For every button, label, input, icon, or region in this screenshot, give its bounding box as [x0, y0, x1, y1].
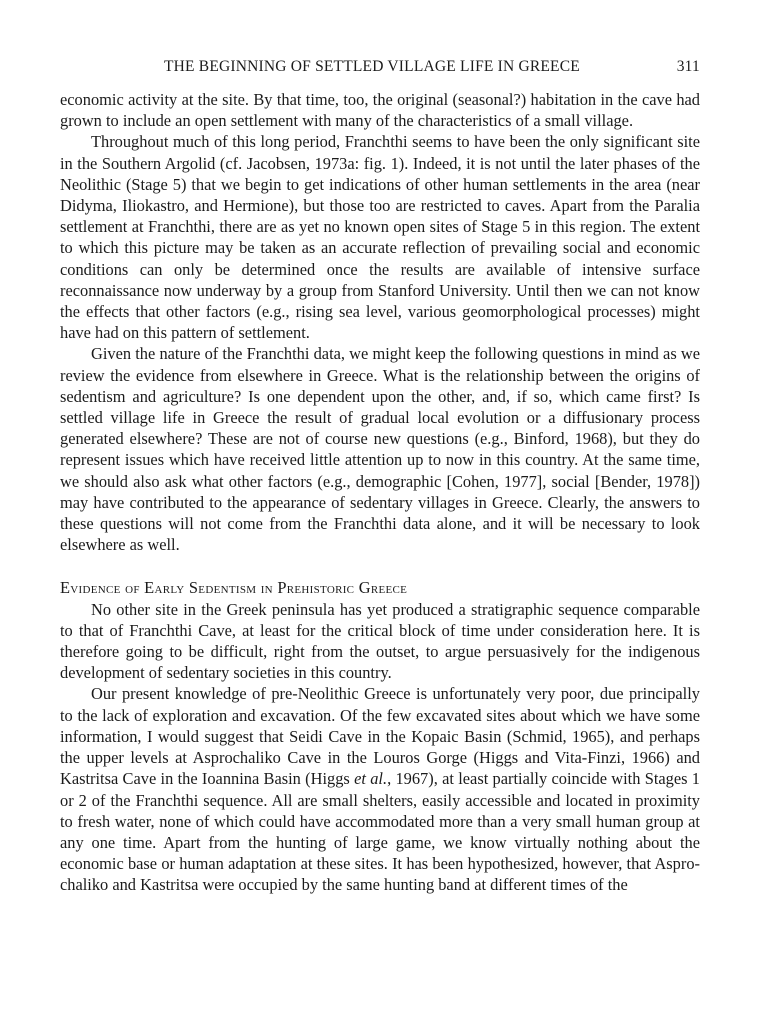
- section-heading: Evidence of Early Sedentism in Prehistoric Greece: [60, 578, 408, 598]
- running-head: [60, 52, 700, 80]
- paragraph-text-part: , 1967), at least partially coincide with Stages 1 or 2 of the Franchthi sequence. All are small shelters, easily accessible and located in proximity to fresh water, none of which could have accommodated more than a very small human group at any one time. Apart from the hunting of large game, we know virtually nothing about the economic base or human adaptation at these sites. It has been hypothesized, however, that Asprochaliko and Kastritsa were occupied by the same hunting band at different times of the: [60, 769, 701, 895]
- paragraph-text-part: Our present knowledge of pre-Neolithic Greece is unfortunately very poor, due principally to the lack of exploration and excavation. Of the few excavated sites about which we have some information, I would suggest that Seidi Cave in the Kopaic Basin (Schmid, 1965), and perhaps the upper levels at Asprochaliko Cave in the Louros Gorge (Higgs and Vita-Finzi, 1966) and Kastritsa Cave in the Ioannina Basin (Higgs: [60, 684, 700, 789]
- paragraph-pre-neolithic-greece: [60, 683, 700, 895]
- document-page: [60, 52, 700, 896]
- page-number: 311: [676, 58, 700, 75]
- running-head-title: THE BEGINNING OF SETTLED VILLAGE LIFE IN GREECE: [164, 58, 580, 75]
- paragraph-continued: economic activity at the site. By that time, too, the original (seasonal?) habitation in the cave had grown to include an open settlement with many of the characteristics of a small village.: [60, 90, 700, 131]
- paragraph-franchthi-settlement: Throughout much of this long period, Franchthi seems to have been the only significant site in the Southern Argolid (cf. Jacobsen, 1973a: fig. 1). Indeed, it is not until the later phases of the Neolithic (Stage 5) that we begin to get indications of other human settlements in the area (near Didyma, Iliokastro, and Hermione), but those too are restricted to caves. Apart from the Paralia settlement at Franchthi, there are as yet no known open sites of Stage 5 in this region. The extent to which this picture may be taken as an accurate reflection of prevailing social and economic conditions can only be determined once the results are available of intensive surface reconnaissance now underway by a group from Stanford University. Until then we can not know the effects that other factors (e.g., rising sea level, various geomorphological processes) might have had on this pattern of settlement.: [60, 132, 700, 343]
- citation-et-al: et al.: [354, 769, 388, 789]
- paragraph-stratigraphic-sequence: No other site in the Greek peninsula has yet produced a stratigraphic sequence comparable to that of Franchthi Cave, at least for the critical block of time under consideration here. It is therefore going to be difficult, right from the outset, to argue persuasively for the indigenous development of sedentary societies in this country.: [60, 599, 700, 683]
- paragraph-research-questions: Given the nature of the Franchthi data, we might keep the following questions in mind as we review the evidence from elsewhere in Greece. What is the relationship between the origins of sedentism and agriculture? Is one dependent upon the other, and, if so, which came first? Is settled village life in Greece the result of gradual local evolution or a diffusionary process generated elsewhere? These are not of course new questions (e.g., Binford, 1968), but they do represent issues which have received little attention up to now in this country. At the same time, we should also ask what other factors (e.g., demographic [Cohen, 1977], social [Bender, 1978]) may have contributed to the appearance of sedentary villages in Greece. Clearly, the answers to these questions will not come from the Franchthi data alone, and it will be necessary to look elsewhere as well.: [60, 344, 700, 555]
- body-text: [60, 89, 700, 896]
